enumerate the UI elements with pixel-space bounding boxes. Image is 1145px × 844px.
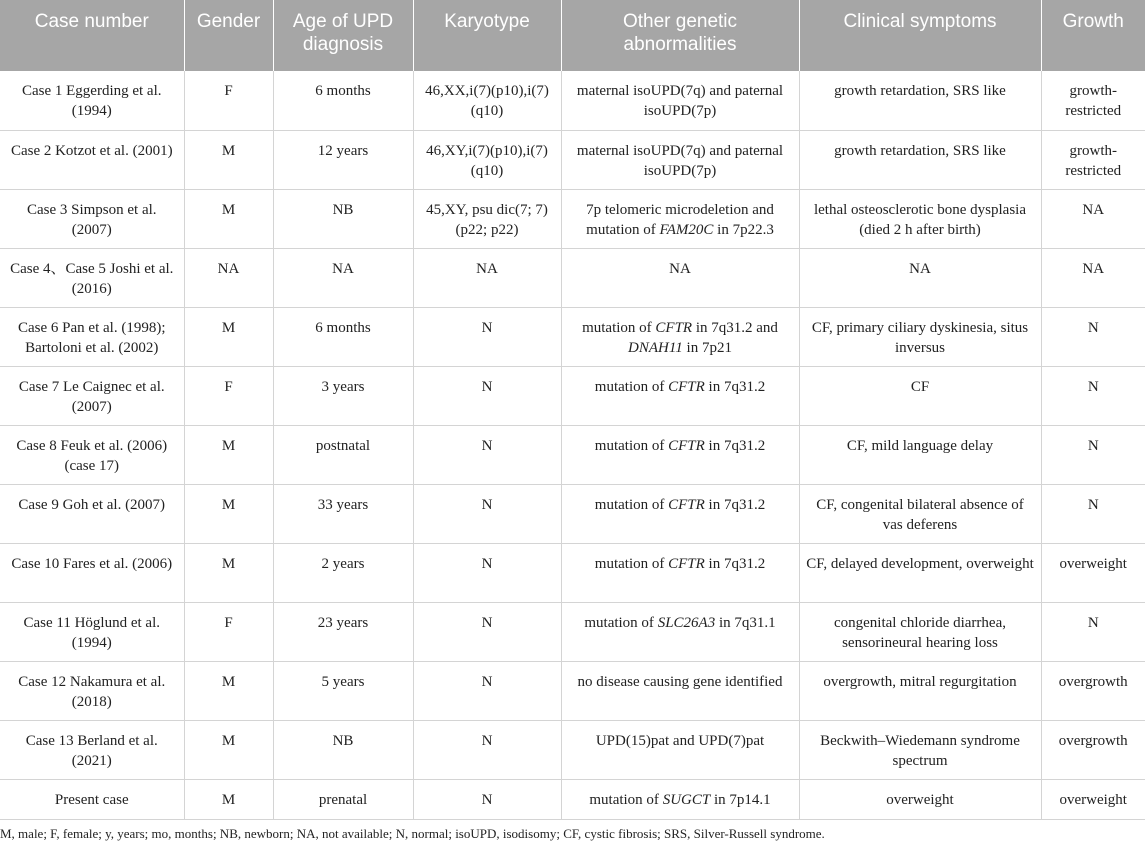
gene-name: DNAH11 <box>628 339 683 356</box>
header-karyotype: Karyotype <box>413 0 561 71</box>
cell-karyotype: N <box>413 720 561 779</box>
cell-gender: F <box>184 366 273 425</box>
cell-symptoms: lethal osteosclerotic bone dysplasia (died 2 h after birth) <box>799 189 1041 248</box>
cell-age: 6 months <box>273 307 413 366</box>
cell-karyotype: N <box>413 366 561 425</box>
cell-karyotype: N <box>413 543 561 602</box>
text-segment: 7p telomeric microdeletion and mutation of <box>586 201 774 238</box>
cell-growth: N <box>1041 425 1145 484</box>
gene-name: CFTR <box>668 496 705 513</box>
text-segment: in 7p14.1 <box>710 791 771 808</box>
table-header <box>0 0 1145 71</box>
table-row <box>0 189 1145 248</box>
cell-growth: NA <box>1041 248 1145 307</box>
cell-age: 12 years <box>273 130 413 189</box>
cell-genetic <box>561 484 799 543</box>
header-age: Age of UPD diagnosis <box>273 0 413 71</box>
table-row <box>0 248 1145 307</box>
text-segment: in 7q31.2 <box>704 555 766 572</box>
cell-symptoms: growth retardation, SRS like <box>799 130 1041 189</box>
cell-genetic <box>561 602 799 661</box>
table-row <box>0 779 1145 819</box>
cell-karyotype: 45,XY, psu dic(7; 7)(p22; p22) <box>413 189 561 248</box>
gene-name: CFTR <box>668 378 705 395</box>
cell-case: Case 10 Fares et al. (2006) <box>0 543 184 602</box>
cell-gender: M <box>184 779 273 819</box>
cell-genetic <box>561 189 799 248</box>
cell-genetic <box>561 779 799 819</box>
cell-age: 33 years <box>273 484 413 543</box>
cell-case: Case 9 Goh et al. (2007) <box>0 484 184 543</box>
cell-karyotype: 46,XY,i(7)(p10),i(7) (q10) <box>413 130 561 189</box>
cell-symptoms: growth retardation, SRS like <box>799 71 1041 130</box>
cell-case: Case 12 Nakamura et al. (2018) <box>0 661 184 720</box>
cell-karyotype: 46,XX,i(7)(p10),i(7) (q10) <box>413 71 561 130</box>
gene-name: SLC26A3 <box>657 614 716 631</box>
text-segment: mutation of <box>589 791 663 808</box>
cell-gender: M <box>184 307 273 366</box>
text-segment: mutation of <box>582 319 656 336</box>
table-row <box>0 130 1145 189</box>
cell-growth: N <box>1041 602 1145 661</box>
cell-genetic <box>561 366 799 425</box>
cell-symptoms: Beckwith–Wiedemann syndrome spectrum <box>799 720 1041 779</box>
cell-karyotype: NA <box>413 248 561 307</box>
text-segment: mutation of <box>594 378 669 395</box>
cell-age: NB <box>273 720 413 779</box>
cell-gender: M <box>184 484 273 543</box>
cell-karyotype: N <box>413 779 561 819</box>
cell-gender: M <box>184 720 273 779</box>
cell-karyotype: N <box>413 307 561 366</box>
header-row <box>0 0 1145 71</box>
cell-case: Case 2 Kotzot et al. (2001) <box>0 130 184 189</box>
cell-case: Present case <box>0 779 184 819</box>
cell-case: Case 13 Berland et al. (2021) <box>0 720 184 779</box>
table-row <box>0 543 1145 602</box>
cell-karyotype: N <box>413 425 561 484</box>
cell-age: NB <box>273 189 413 248</box>
cell-symptoms: CF, congenital bilateral absence of vas deferens <box>799 484 1041 543</box>
text-segment: mutation of <box>584 614 658 631</box>
cell-symptoms: CF, primary ciliary dyskinesia, situs inversus <box>799 307 1041 366</box>
cell-gender: M <box>184 425 273 484</box>
text-segment: in 7p21 <box>682 339 732 356</box>
table-row <box>0 720 1145 779</box>
cell-symptoms: CF <box>799 366 1041 425</box>
cell-growth: N <box>1041 366 1145 425</box>
cell-age: 23 years <box>273 602 413 661</box>
gene-name: CFTR <box>655 319 693 336</box>
cell-symptoms: overweight <box>799 779 1041 819</box>
text-segment: mutation of <box>594 496 669 513</box>
gene-name: CFTR <box>668 437 705 454</box>
cell-case: Case 1 Eggerding et al. (1994) <box>0 71 184 130</box>
cell-growth: N <box>1041 307 1145 366</box>
cell-symptoms: CF, mild language delay <box>799 425 1041 484</box>
cell-genetic <box>561 543 799 602</box>
table-row <box>0 602 1145 661</box>
cell-case: Case 8 Feuk et al. (2006)(case 17) <box>0 425 184 484</box>
cell-age: 5 years <box>273 661 413 720</box>
gene-name: FAM20C <box>659 221 714 238</box>
text-segment: mutation of <box>594 437 669 454</box>
table-row <box>0 71 1145 130</box>
gene-name: SUGCT <box>662 791 711 808</box>
cell-age: postnatal <box>273 425 413 484</box>
cell-growth: overgrowth <box>1041 661 1145 720</box>
table-row <box>0 425 1145 484</box>
cell-case: Case 11 Höglund et al. (1994) <box>0 602 184 661</box>
text-segment: in 7q31.1 <box>715 614 776 631</box>
cell-age: NA <box>273 248 413 307</box>
text-segment: in 7q31.2 <box>704 437 766 454</box>
text-segment: in 7q31.2 <box>704 378 766 395</box>
text-segment: in 7q31.2 <box>704 496 766 513</box>
cell-growth: N <box>1041 484 1145 543</box>
cell-genetic: maternal isoUPD(7q) and paternal isoUPD(7p) <box>561 130 799 189</box>
cell-gender: M <box>184 543 273 602</box>
cell-karyotype: N <box>413 661 561 720</box>
text-segment: in 7p22.3 <box>713 221 774 238</box>
cell-gender: F <box>184 71 273 130</box>
table-footnote: M, male; F, female; y, years; mo, months; NB, newborn; NA, not available; N, normal; isoUPD, isodisomy; CF, cystic fibrosis; SRS, Silver-Russell syndrome. <box>0 826 825 841</box>
cell-genetic: NA <box>561 248 799 307</box>
table-row <box>0 307 1145 366</box>
header-genetic: Other genetic abnormalities <box>561 0 799 71</box>
header-symptoms: Clinical symptoms <box>799 0 1041 71</box>
table-body <box>0 71 1145 819</box>
table-row <box>0 484 1145 543</box>
cell-age: prenatal <box>273 779 413 819</box>
header-gender: Gender <box>184 0 273 71</box>
cell-symptoms: NA <box>799 248 1041 307</box>
cell-karyotype: N <box>413 484 561 543</box>
cell-case: Case 7 Le Caignec et al. (2007) <box>0 366 184 425</box>
cell-growth: growth-restricted <box>1041 71 1145 130</box>
cell-case: Case 6 Pan et al. (1998); Bartoloni et al. (2002) <box>0 307 184 366</box>
cell-case: Case 4、Case 5 Joshi et al. (2016) <box>0 248 184 307</box>
cell-genetic: UPD(15)pat and UPD(7)pat <box>561 720 799 779</box>
table-row <box>0 661 1145 720</box>
cell-growth: overgrowth <box>1041 720 1145 779</box>
gene-name: CFTR <box>668 555 705 572</box>
cell-symptoms: overgrowth, mitral regurgitation <box>799 661 1041 720</box>
cell-symptoms: congenital chloride diarrhea, sensorineural hearing loss <box>799 602 1041 661</box>
header-case-number: Case number <box>0 0 184 71</box>
cell-gender: M <box>184 661 273 720</box>
cell-gender: NA <box>184 248 273 307</box>
cell-genetic <box>561 425 799 484</box>
text-segment: in 7q31.2 and <box>692 319 778 336</box>
cell-growth: overweight <box>1041 543 1145 602</box>
cell-genetic <box>561 307 799 366</box>
table-row <box>0 366 1145 425</box>
cell-growth: NA <box>1041 189 1145 248</box>
header-growth: Growth <box>1041 0 1145 71</box>
cell-age: 6 months <box>273 71 413 130</box>
cell-case: Case 3 Simpson et al. (2007) <box>0 189 184 248</box>
cell-gender: F <box>184 602 273 661</box>
cell-growth: growth-restricted <box>1041 130 1145 189</box>
cell-gender: M <box>184 189 273 248</box>
cell-gender: M <box>184 130 273 189</box>
text-segment: mutation of <box>594 555 669 572</box>
cell-age: 2 years <box>273 543 413 602</box>
cell-growth: overweight <box>1041 779 1145 819</box>
cell-symptoms: CF, delayed development, overweight <box>799 543 1041 602</box>
cell-karyotype: N <box>413 602 561 661</box>
cell-genetic: maternal isoUPD(7q) and paternal isoUPD(7p) <box>561 71 799 130</box>
cell-age: 3 years <box>273 366 413 425</box>
cell-genetic: no disease causing gene identified <box>561 661 799 720</box>
